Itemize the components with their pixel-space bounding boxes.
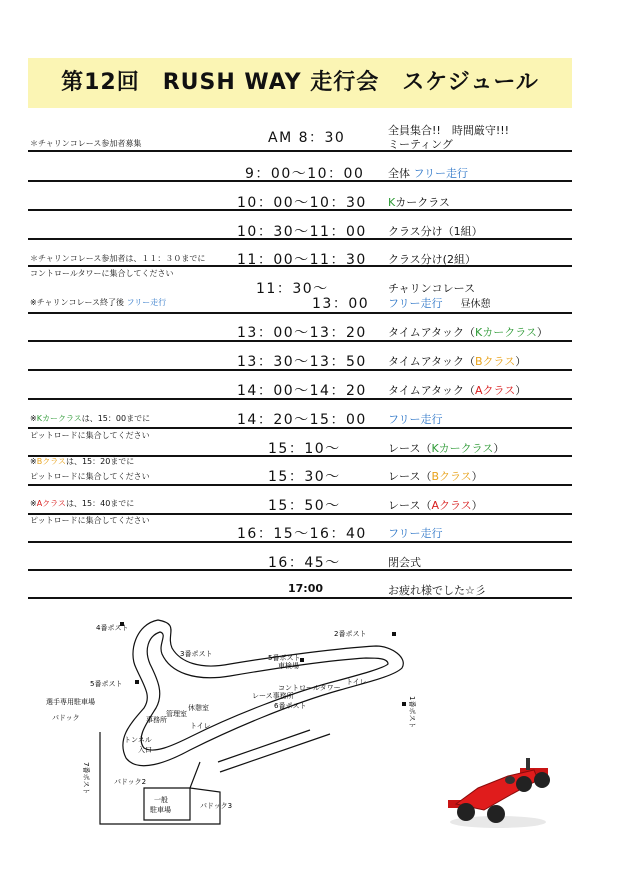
row-divider — [28, 150, 572, 152]
row-event: フリー走行 — [388, 413, 443, 426]
row-note: ＊チャリンコレース参加者は、１１：３０までに — [30, 254, 206, 263]
row-divider — [28, 312, 572, 314]
map-label: 4番ポスト — [96, 624, 129, 632]
map-label: 5番ポスト — [268, 654, 301, 662]
map-label: 事務所 — [146, 716, 167, 724]
row-event: お疲れ様でした☆彡 — [388, 584, 486, 597]
row-event: 全員集合!! 時間厳守!!! — [388, 124, 510, 137]
row-time: 14：20～15：00 — [237, 412, 367, 428]
map-label: 1番ポスト — [408, 696, 416, 729]
row-note: ※Aクラスは、15：40までに — [30, 499, 135, 508]
row-event: タイムアタック（Aクラス） — [388, 384, 527, 397]
map-label: 管理室 — [166, 710, 187, 718]
row-note: ※チャリンコレース終了後 フリー走行 — [30, 298, 167, 307]
row-event: タイムアタック（Kカークラス） — [388, 326, 548, 339]
row-time: 15：50～ — [268, 498, 341, 514]
row-time: 10：00～10：30 — [237, 195, 367, 211]
road-line — [220, 734, 330, 772]
map-label: 5番ポスト — [90, 680, 123, 688]
map-label: 駐車場 — [150, 806, 171, 814]
map-label: パドック — [52, 714, 80, 722]
row-time: 11：00～11：30 — [237, 252, 367, 268]
row-time: 13：00 — [312, 296, 370, 312]
row-note: ＊チャリンコレース参加者募集 — [30, 139, 142, 148]
row-time: 9：00～10：00 — [245, 166, 365, 182]
map-label: トイレ — [346, 678, 367, 686]
row-note: ※Bクラスは、15：20までに — [30, 457, 135, 466]
map-label: 6番ポスト — [274, 702, 307, 710]
row-time: 14：00～14：20 — [237, 383, 367, 399]
row-time: 16：45～ — [268, 555, 341, 571]
row-note: ピットロードに集合してください — [30, 516, 150, 525]
row-event: 全体 フリー走行 — [388, 167, 469, 180]
row-note: コントロールタワーに集合してください — [30, 269, 174, 278]
map-label: トンネル — [124, 736, 152, 744]
map-label: パドック3 — [200, 802, 233, 810]
row-time: 13：00～13：20 — [237, 325, 367, 341]
row-event: フリー走行 — [388, 527, 443, 540]
map-label: 一般 — [154, 796, 168, 804]
row-divider — [28, 597, 572, 599]
row-event: レース（Aクラス） — [388, 499, 483, 512]
row-note: ピットロードに集合してください — [30, 472, 150, 481]
map-label: トイレ — [190, 722, 211, 730]
circuit-map — [40, 612, 420, 842]
row-time: 10：30～11：00 — [237, 224, 367, 240]
row-event: クラス分け（1組） — [388, 225, 483, 238]
row-event: タイムアタック（Bクラス） — [388, 355, 527, 368]
row-note: ピットロードに集合してください — [30, 431, 150, 440]
map-label: 選手専用駐車場 — [46, 698, 95, 706]
row-time: AM 8：30 — [268, 130, 346, 146]
row-note: ※Kカークラスは、15：00までに — [30, 414, 151, 423]
map-label: レース事務所 — [252, 692, 294, 700]
map-label: 入口 — [138, 746, 152, 754]
row-time: 15：10～ — [268, 441, 341, 457]
row-event: クラス分け(2組） — [388, 253, 476, 266]
row-event: 閉会式 — [388, 556, 421, 569]
row-time: 16：15～16：40 — [237, 526, 367, 542]
race-car-illustration — [438, 740, 553, 835]
map-label: 車検場 — [278, 662, 299, 670]
row-event: レース（Bクラス） — [388, 470, 483, 483]
row-event: Kカークラス — [388, 196, 450, 209]
map-label: 休憩室 — [188, 704, 209, 712]
parking-outline — [144, 788, 190, 820]
row-time: 17:00 — [288, 582, 324, 595]
row-time: 15：30～ — [268, 469, 341, 485]
row-event: チャリンコレース — [388, 282, 476, 295]
map-label: パドック2 — [114, 778, 147, 786]
row-event: レース（Kカークラス） — [388, 442, 505, 455]
row-event: フリー走行 昼休憩 — [388, 297, 491, 310]
page-title: 第12回 RUSH WAY 走行会 スケジュール — [61, 70, 539, 95]
row-time: 11：30～ — [256, 281, 329, 297]
row-time: 13：30～13：50 — [237, 354, 367, 370]
map-label: 7番ポスト — [82, 762, 90, 795]
map-label: 2番ポスト — [334, 630, 367, 638]
row-event: ミーティング — [388, 138, 453, 151]
map-label: 3番ポスト — [180, 650, 213, 658]
map-label: コントロールタワー — [278, 684, 341, 692]
